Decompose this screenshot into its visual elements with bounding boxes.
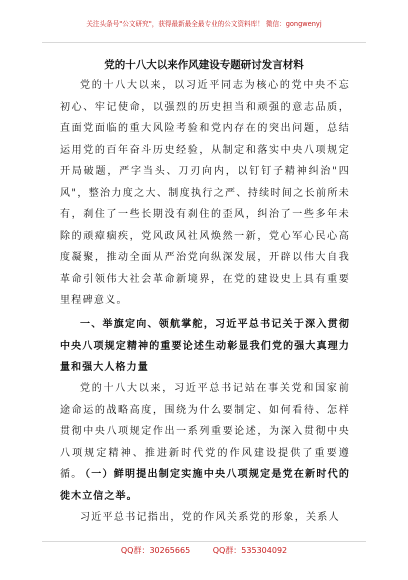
footer-divider [42,541,366,542]
body-paragraph-2: 党的十八大以来，习近平总书记站在事关党和国家前途命运的战略高度，围绕为什么要制定、如何看待、怎样贯彻中央八项规定作出一系列重要论述，为深入贯彻中央八项规定精神、推进新时代党的作风建设提供了重要遵循。 [60,383,350,480]
header-note: 关注头条号"公文研究"，获得最新最全最专业的公文资料库！ 微信：gongwenyj [86,20,322,28]
document-title: 党的十八大以来作风建设专题研讨发言材料 [104,59,304,71]
section-heading-1: 一、举旗定向、领航掌舵，习近平总书记关于深入贯彻中央八项规定精神的重要论述生动彰显我们党的强大真理力量和强大人格力量 [60,319,350,373]
footer-qq-group-1: QQ群：30265665 [120,546,191,555]
footer-qq-group-2: QQ群：535304092 [212,546,288,555]
footer-contacts [0,545,408,556]
subsection-heading-1: （一）鲜明提出制定实施中央八项规定是党在新时代的徙木立信之举。 [60,469,350,502]
body-paragraph-1: 党的十八大以来，以习近平同志为核心的党中央不忘初心、牢记使命，以强烈的历史担当和顽强的意志品质，直面党面临的重大风险考验和党内存在的突出问题，总结运用党的百年奋斗历史经验，从制定和落实中央八项规定开局破题，严字当头、刀刃向内，以钉钉子精神纠治"四风"，整治力度之大、制度执行之严、持续时间之长前所未有，刹住了一些长期没有刹住的歪风，纠治了一些多年未除的顽瘴痼疾，党风政风社风焕然一新，党心军心民心高度凝聚，推动全面从严治党向纵深发展，开辟以伟大自我革命引领伟大社会革命新境界，在党的建设史上具有重要里程碑意义。 [60,80,350,306]
body-paragraph-3: 习近平总书记指出，党的作风关系党的形象，关系人 [80,512,340,523]
